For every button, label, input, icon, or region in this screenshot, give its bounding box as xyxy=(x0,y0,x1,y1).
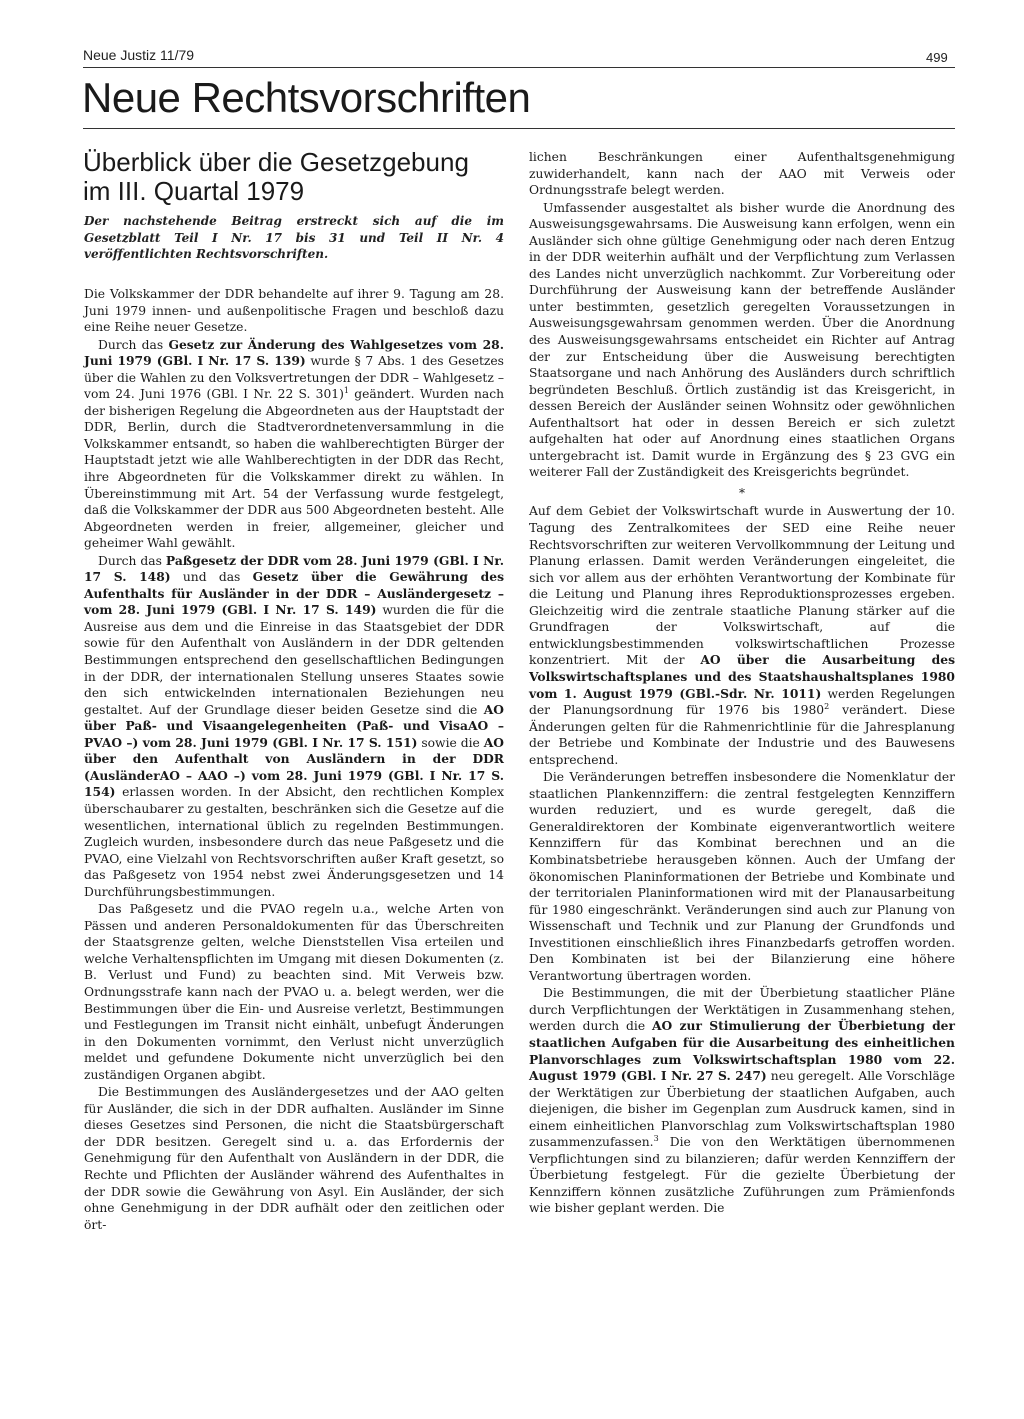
section-title: Neue Rechtsvorschriften xyxy=(82,74,531,121)
footnote-marker: 1 xyxy=(343,386,349,396)
title-rule xyxy=(83,128,955,129)
law-reference: Gesetz zur Änderung des Wahlgesetzes vom 28. Juni 1979 (GBl. I Nr. 17 S. 139) xyxy=(84,336,505,369)
law-reference: AO über die Ausarbeitung des Volkswirtschaftsplanes und des Staatshaushaltsplanes 1980 vom 1. August 1979 (GBl.-Sdr. Nr. 1011) xyxy=(529,652,955,701)
left-column xyxy=(84,286,504,1234)
paragraph: Durch das Gesetz zur Änderung des Wahlgesetzes vom 28. Juni 1979 (GBl. I Nr. 17 S. 139) wurde § 7 Abs. 1 des Gesetzes über die Wahlen zu den Volksvertretungen der DDR – Wahlgesetz – vom 24. Juni 1976 (GBl. I Nr. 22 S. 301)$^1$ geändert. Wurden nach der bisherigen Regelung die Abgeordneten aus der Hauptstadt der DDR, Berlin, durch die Stadtverordnetenversammlung in die Volkskammer entsandt, so haben die wahlberechtigten Bürger der Hauptstadt jetzt wie alle Wahlberechtigten in der DDR das Recht, ihre Abgeordneten für die Volkskammer direkt zu wählen. In Übereinstimmung mit Art. 54 der Verfassung wurde festgelegt, daß die Volkskammer der DDR aus 500 Abgeordneten besteht. Alle Abgeordneten werden in freier, allgemeiner, gleicher und geheimer Wahl gewählt. xyxy=(84,336,505,551)
article-title-line-2: im III. Quartal 1979 xyxy=(83,176,305,206)
law-reference: Gesetz über die Gewährung des Aufenthalts für Ausländer in der DDR – Ausländergesetz – vom 28. Juni 1979 (GBl. I Nr. 17 S. 149) xyxy=(84,569,504,618)
page-number: 499 xyxy=(926,50,948,65)
paragraph: Die Volkskammer der DDR behandelte auf ihrer 9. Tagung am 28. Juni 1979 innen- und außenpolitische Fragen und beschloß dazu eine Reihe neuer Gesetze. xyxy=(84,287,504,335)
section-separator: * xyxy=(739,485,745,500)
article-title-line-1: Überblick über die Gesetzgebung xyxy=(83,147,469,177)
law-reference: AO über Paß- und Visaangelegenheiten (Paß- und VisaAO – PVAO –) vom 28. Juni 1979 (GBl. I Nr. 17 S. 151) xyxy=(84,701,504,750)
article-lead: Der nachstehende Beitrag erstreckt sich auf die im Gesetzblatt Teil I Nr. 17 bis 31 und Teil II Nr. 4 veröffentlichten Rechtsvorschriften. xyxy=(84,214,504,261)
paragraph: Umfassender ausgestaltet als bisher wurde die Anordnung des Ausweisungsgewahrsams. Die Ausweisung kann erfolgen, wenn ein Ausländer sich ohne gültige Genehmigung oder nach deren Entzug in der DDR weiterhin aufhält und der Verpflichtung zum Verlassen des Landes nicht unverzüglich nachkommt. Zur Vorbereitung oder Durchführung der Ausweisung kann der betreffende Ausländer unter bestimmten, gesetzlich geregelten Voraussetzungen in Ausweisungsgewahrsam genommen werden. Über die Anordnung des Ausweisungsgewahrsams entscheidet ein Richter auf Antrag der zur Entscheidung über die Ausweisung berechtigten Staatsorgane und nach Anhörung des Ausländers durch schriftlich begründeten Beschluß. Örtlich zuständig ist das Kreisgericht, in dessen Bereich der Ausländer seinen Wohnsitz oder gewöhnlichen Aufenthaltsort hat oder in dessen Bereich er sich zuletzt aufgehalten hat oder auf Anordnung eines staatlichen Organs untergebracht ist. Damit wurde in Ergänzung des § 23 GVG ein weiterer Fall der Zuständigkeit des Kreisgerichts begründet. xyxy=(529,200,955,480)
law-reference: AO über den Aufenthalt von Ausländern in der DDR (AusländerAO – AAO –) vom 28. Juni 1979 (GBl. I Nr. 17 S. 154) xyxy=(84,734,504,800)
paragraph: Durch das Paßgesetz der DDR vom 28. Juni 1979 (GBl. I Nr. 17 S. 148) und das Gesetz über die Gewährung des Aufenthalts für Ausländer in der DDR – Ausländergesetz – vom 28. Juni 1979 (GBl. I Nr. 17 S. 149) wurden die für die Ausreise aus dem und die Einreise in das Staatsgebiet der DDR sowie für den Aufenthalt von Ausländern in der DDR geltenden Bestimmungen entsprechend den gesellschaftlichen Bedingungen in der DDR, der internationalen Stellung unseres Staates sowie den sich entwickelnden internationalen Beziehungen neu gestaltet. Auf der Grundlage dieser beiden Gesetze sind die AO über Paß- und Visaangelegenheiten (Paß- und VisaAO – PVAO –) vom 28. Juni 1979 (GBl. I Nr. 17 S. 151) sowie die AO über den Aufenthalt von Ausländern in der DDR (AusländerAO – AAO –) vom 28. Juni 1979 (GBl. I Nr. 17 S. 154) erlassen worden. In der Absicht, den rechtlichen Komplex überschaubarer zu gestalten, beschränken sich die Gesetze auf die wesentlichen, international üblich zu regelnden Bestimmungen. Zugleich wurden, insbesondere durch das neue Paßgesetz und die PVAO, eine Vielzahl von Rechtsvorschriften außer Kraft gesetzt, so das Paßgesetz von 1954 nebst zwei Änderungsgesetzen und 14 Durchführungsbestimmungen. xyxy=(84,552,505,899)
paragraph: Das Paßgesetz und die PVAO regeln u.a., welche Arten von Pässen und anderen Personaldokumenten für das Überschreiten der Staatsgrenze gelten, welche Dienststellen Visa erteilen und welche Verhaltenspflichten im Umgang mit diesen Dokumenten (z. B. Verlust und Fund) zu beachten sind. Mit Verweis bzw. Ordnungsstrafe kann nach der PVAO u. a. belegt werden, wer die Bestimmungen über die Ein- und Ausreise verletzt, Bestimmungen und Festlegungen im Transit nicht einhält, unbefugt Änderungen in den Dokumenten vornimmt, den Verlust nicht unverzüglich meldet und gefundene Dokumente nicht unverzüglich bei den zuständigen Organen abgibt. xyxy=(84,902,504,1082)
right-column xyxy=(529,149,955,1218)
paragraph: Die Veränderungen betreffen insbesondere die Nomenklatur der staatlichen Plankennziffern: die zentral festgelegten Kennziffern wurden reduziert, und es wurde geregelt, daß die Generaldirektoren der Kombinate eigenverantwortlich weitere Kennziffern für das Kombinat berechnen und an die Kombinatsbetriebe herausgeben können. Auch der Umfang der ökonomischen Planinformationen der Betriebe und Kombinate und der territorialen Planinformationen wird mit der Planausarbeitung für 1980 eingeschränkt. Veränderungen sind auch zur Planung von Wissenschaft und Technik und zur Planung der Grundfonds und Investitionen einschließlich ihres Finanzbedarfs getroffen worden. Den Kombinaten ist bei der Bilanzierung eine höhere Verantwortung übertragen worden. xyxy=(529,770,955,983)
footnote-marker: 3 xyxy=(653,1134,659,1144)
paragraph: Auf dem Gebiet der Volkswirtschaft wurde in Auswertung der 10. Tagung des Zentralkomitees der SED eine Reihe neuer Rechtsvorschriften zur weiteren Vervollkommnung der Leitung und Planung erlassen. Damit werden Veränderungen eingeleitet, die sich vor allem aus der erhöhten Verantwortung der Kombinate für die Leitung und Planung ihres Reproduktionsprozesses ergeben. Gleichzeitig wird die zentrale staatliche Planung stärker auf die Grundfragen der Volkswirtschaft, auf die entwicklungsbestimmenden volkswirtschaftlichen Prozesse konzentriert. Mit der AO über die Ausarbeitung des Volkswirtschaftsplanes und des Staatshaushaltsplanes 1980 vom 1. August 1979 (GBl.-Sdr. Nr. 1011) werden Regelungen der Planungsordnung für 1976 bis 1980$^2$ verändert. Diese Änderungen gelten für die Rahmenrichtlinie für die Jahresplanung der Betriebe und Kombinate der Industrie und des Bauwesens entsprechend. xyxy=(529,504,955,767)
footnote-marker: 2 xyxy=(824,701,830,711)
law-reference: AO zur Stimulierung der Überbietung der staatlichen Aufgaben für die Ausarbeitung des einheitlichen Planvorschlages zum Volkswirtschaftsplan 1980 vom 22. August 1979 (GBl. I Nr. 27 S. 247) xyxy=(529,1018,955,1084)
header-rule xyxy=(83,67,955,68)
paragraph: lichen Beschränkungen einer Aufenthaltsgenehmigung zuwiderhandelt, kann nach der AAO mit Verweis oder Ordnungsstrafe belegt werden. xyxy=(529,150,955,198)
article-title xyxy=(83,148,503,206)
paragraph: Die Bestimmungen des Ausländergesetzes und der AAO gelten für Ausländer, die sich in der DDR aufhalten. Ausländer im Sinne dieses Gesetzes sind Personen, die nicht die Staatsbürgerschaft der DDR besitzen. Geregelt sind u. a. das Erfordernis der Genehmigung für den Aufenthalt von Ausländern in der DDR, die Rechte und Pflichten der Ausländer während des Aufenthaltes in der DDR sowie die Gewährung von Asyl. Ein Ausländer, der sich ohne Genehmigung in der DDR aufhält oder den zeitlichen oder ört- xyxy=(84,1085,504,1232)
law-reference: Paßgesetz der DDR vom 28. Juni 1979 (GBl. I Nr. 17 S. 148) xyxy=(84,552,505,585)
journal-issue: Neue Justiz 11/79 xyxy=(83,47,195,63)
paragraph: Die Bestimmungen, die mit der Überbietung staatlicher Pläne durch Verpflichtungen der Werktätigen in Zusammenhang stehen, werden durch die AO zur Stimulierung der Überbietung der staatlichen Aufgaben für die Ausarbeitung des einheitlichen Planvorschlages zum Volkswirtschaftsplan 1980 vom 22. August 1979 (GBl. I Nr. 27 S. 247) neu geregelt. Alle Vorschläge der Werktätigen zur Überbietung der staatlichen Aufgaben, auch diejenigen, die bisher im Gegenplan zum Ausdruck kamen, sind in einem einheitlichen Planvorschlag zum Volkswirtschaftsplan 1980 zusammenzufassen.$^3$ Die von den Werktätigen übernommenen Verpflichtungen sind zu bilanzieren; dafür werden Kennziffern der Überbietung festgelegt. Für die gezielte Überbietung der Kennziffern können zusätzliche Zuführungen zum Prämienfonds wie bisher geplant werden. Die xyxy=(529,986,956,1216)
